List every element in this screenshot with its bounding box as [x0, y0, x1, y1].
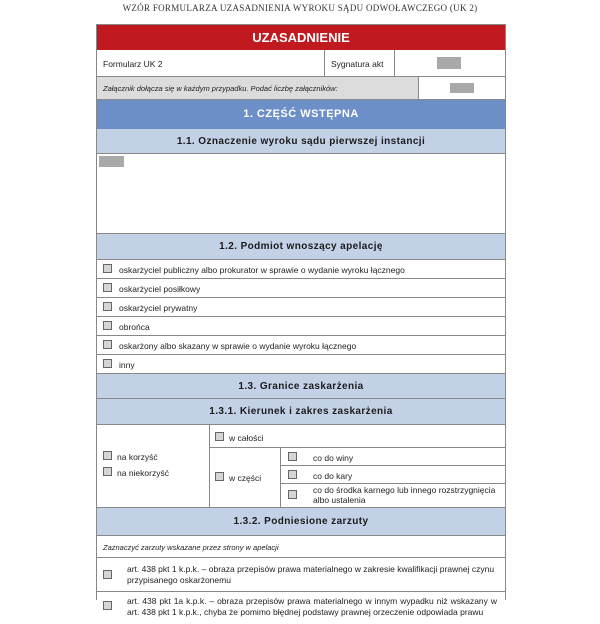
part-option-label: co do kary [313, 471, 353, 481]
document-title: WZÓR FORMULARZA UZASADNIENIA WYROKU SĄDU ODWOŁAWCZEGO (UK 2) [122, 3, 478, 13]
section-1-1-header: 1.1. Oznaczenie wyroku sądu pierwszej instancji [97, 129, 505, 154]
form-header: UZASADNIENIE [97, 24, 505, 50]
appellant-option[interactable] [97, 260, 505, 279]
against-checkbox[interactable] [103, 467, 112, 476]
attachment-count-redacted [450, 83, 474, 93]
appellant-checkbox[interactable] [103, 359, 112, 368]
against-label: na niekorzyść [117, 468, 169, 478]
whole-label: w całości [229, 433, 264, 443]
appellant-checkbox[interactable] [103, 321, 112, 330]
whole-checkbox[interactable] [215, 432, 224, 441]
appellant-label: inny [119, 360, 135, 370]
charge-option[interactable] [97, 592, 505, 624]
part-option-label: co do winy [313, 453, 354, 463]
signature-value-redacted [437, 57, 461, 69]
appellant-label: oskarżony albo skazany w sprawie o wydanie wyroku łącznego [119, 341, 357, 351]
part-checkbox[interactable] [215, 472, 224, 481]
charges-instruction: Zaznaczyć zarzuty wskazane przez strony w apelacji [103, 543, 279, 552]
form-label: Formularz UK 2 [103, 59, 163, 69]
favor-checkbox[interactable] [103, 451, 112, 460]
first-instance-judgment-field[interactable] [97, 154, 505, 234]
appellant-label: obrońca [119, 322, 150, 332]
appellant-label: oskarżyciel prywatny [119, 303, 198, 313]
appellant-label: oskarżyciel publiczny albo prokurator w sprawie o wydanie wyroku łącznego [119, 265, 405, 275]
appellant-option[interactable] [97, 336, 505, 355]
charge-checkbox[interactable] [103, 570, 112, 579]
part-option-checkbox[interactable] [288, 470, 297, 479]
judgment-value-redacted [99, 156, 124, 167]
appellant-option[interactable] [97, 317, 505, 336]
charge-option[interactable] [97, 558, 505, 592]
section-1-header: 1. CZĘŚĆ WSTĘPNA [97, 100, 505, 129]
charges-instruction-row [97, 536, 505, 558]
charge-label: art. 438 pkt 1a k.p.k. – obraza przepisów prawa materialnego w innym wypadku niż wskazany w art. 438 pkt 1 k.p.k., chyba że pomimo błędnej podstawy prawnej orzeczenie odpowiada prawu [127, 596, 497, 617]
part-option-checkbox[interactable] [288, 452, 297, 461]
appellant-checkbox[interactable] [103, 302, 112, 311]
signature-label: Sygnatura akt [331, 59, 384, 69]
section-1-3-header: 1.3. Granice zaskarżenia [97, 374, 505, 399]
appellant-checkbox[interactable] [103, 283, 112, 292]
appellant-option[interactable] [97, 279, 505, 298]
form-id-row [97, 50, 505, 77]
part-option-checkbox[interactable] [288, 490, 297, 499]
charge-checkbox[interactable] [103, 601, 112, 610]
attachment-row [97, 77, 505, 100]
attachment-note: Załącznik dołącza się w każdym przypadku. Podać liczbę załączników: [103, 84, 338, 93]
appellant-option[interactable] [97, 298, 505, 317]
appellant-checkbox[interactable] [103, 340, 112, 349]
appellant-checkbox[interactable] [103, 264, 112, 273]
part-option-label: co do środka karnego lub innego rozstrzygnięcia albo ustalenia [313, 485, 496, 505]
part-label: w części [229, 473, 262, 483]
direction-scope-block [97, 425, 505, 508]
section-1-3-2-header: 1.3.2. Podniesione zarzuty [97, 508, 505, 536]
section-1-2-header: 1.2. Podmiot wnoszący apelację [97, 234, 505, 260]
favor-label: na korzyść [117, 452, 158, 462]
charge-label: art. 438 pkt 1 k.p.k. – obraza przepisów prawa materialnego w zakresie kwalifikacji prawnej czynu przypisanego oskarżonemu [127, 564, 495, 585]
section-1-3-1-header: 1.3.1. Kierunek i zakres zaskarżenia [97, 399, 505, 425]
appellant-option[interactable] [97, 355, 505, 374]
form [96, 24, 506, 617]
appellant-label: oskarżyciel posiłkowy [119, 284, 201, 294]
